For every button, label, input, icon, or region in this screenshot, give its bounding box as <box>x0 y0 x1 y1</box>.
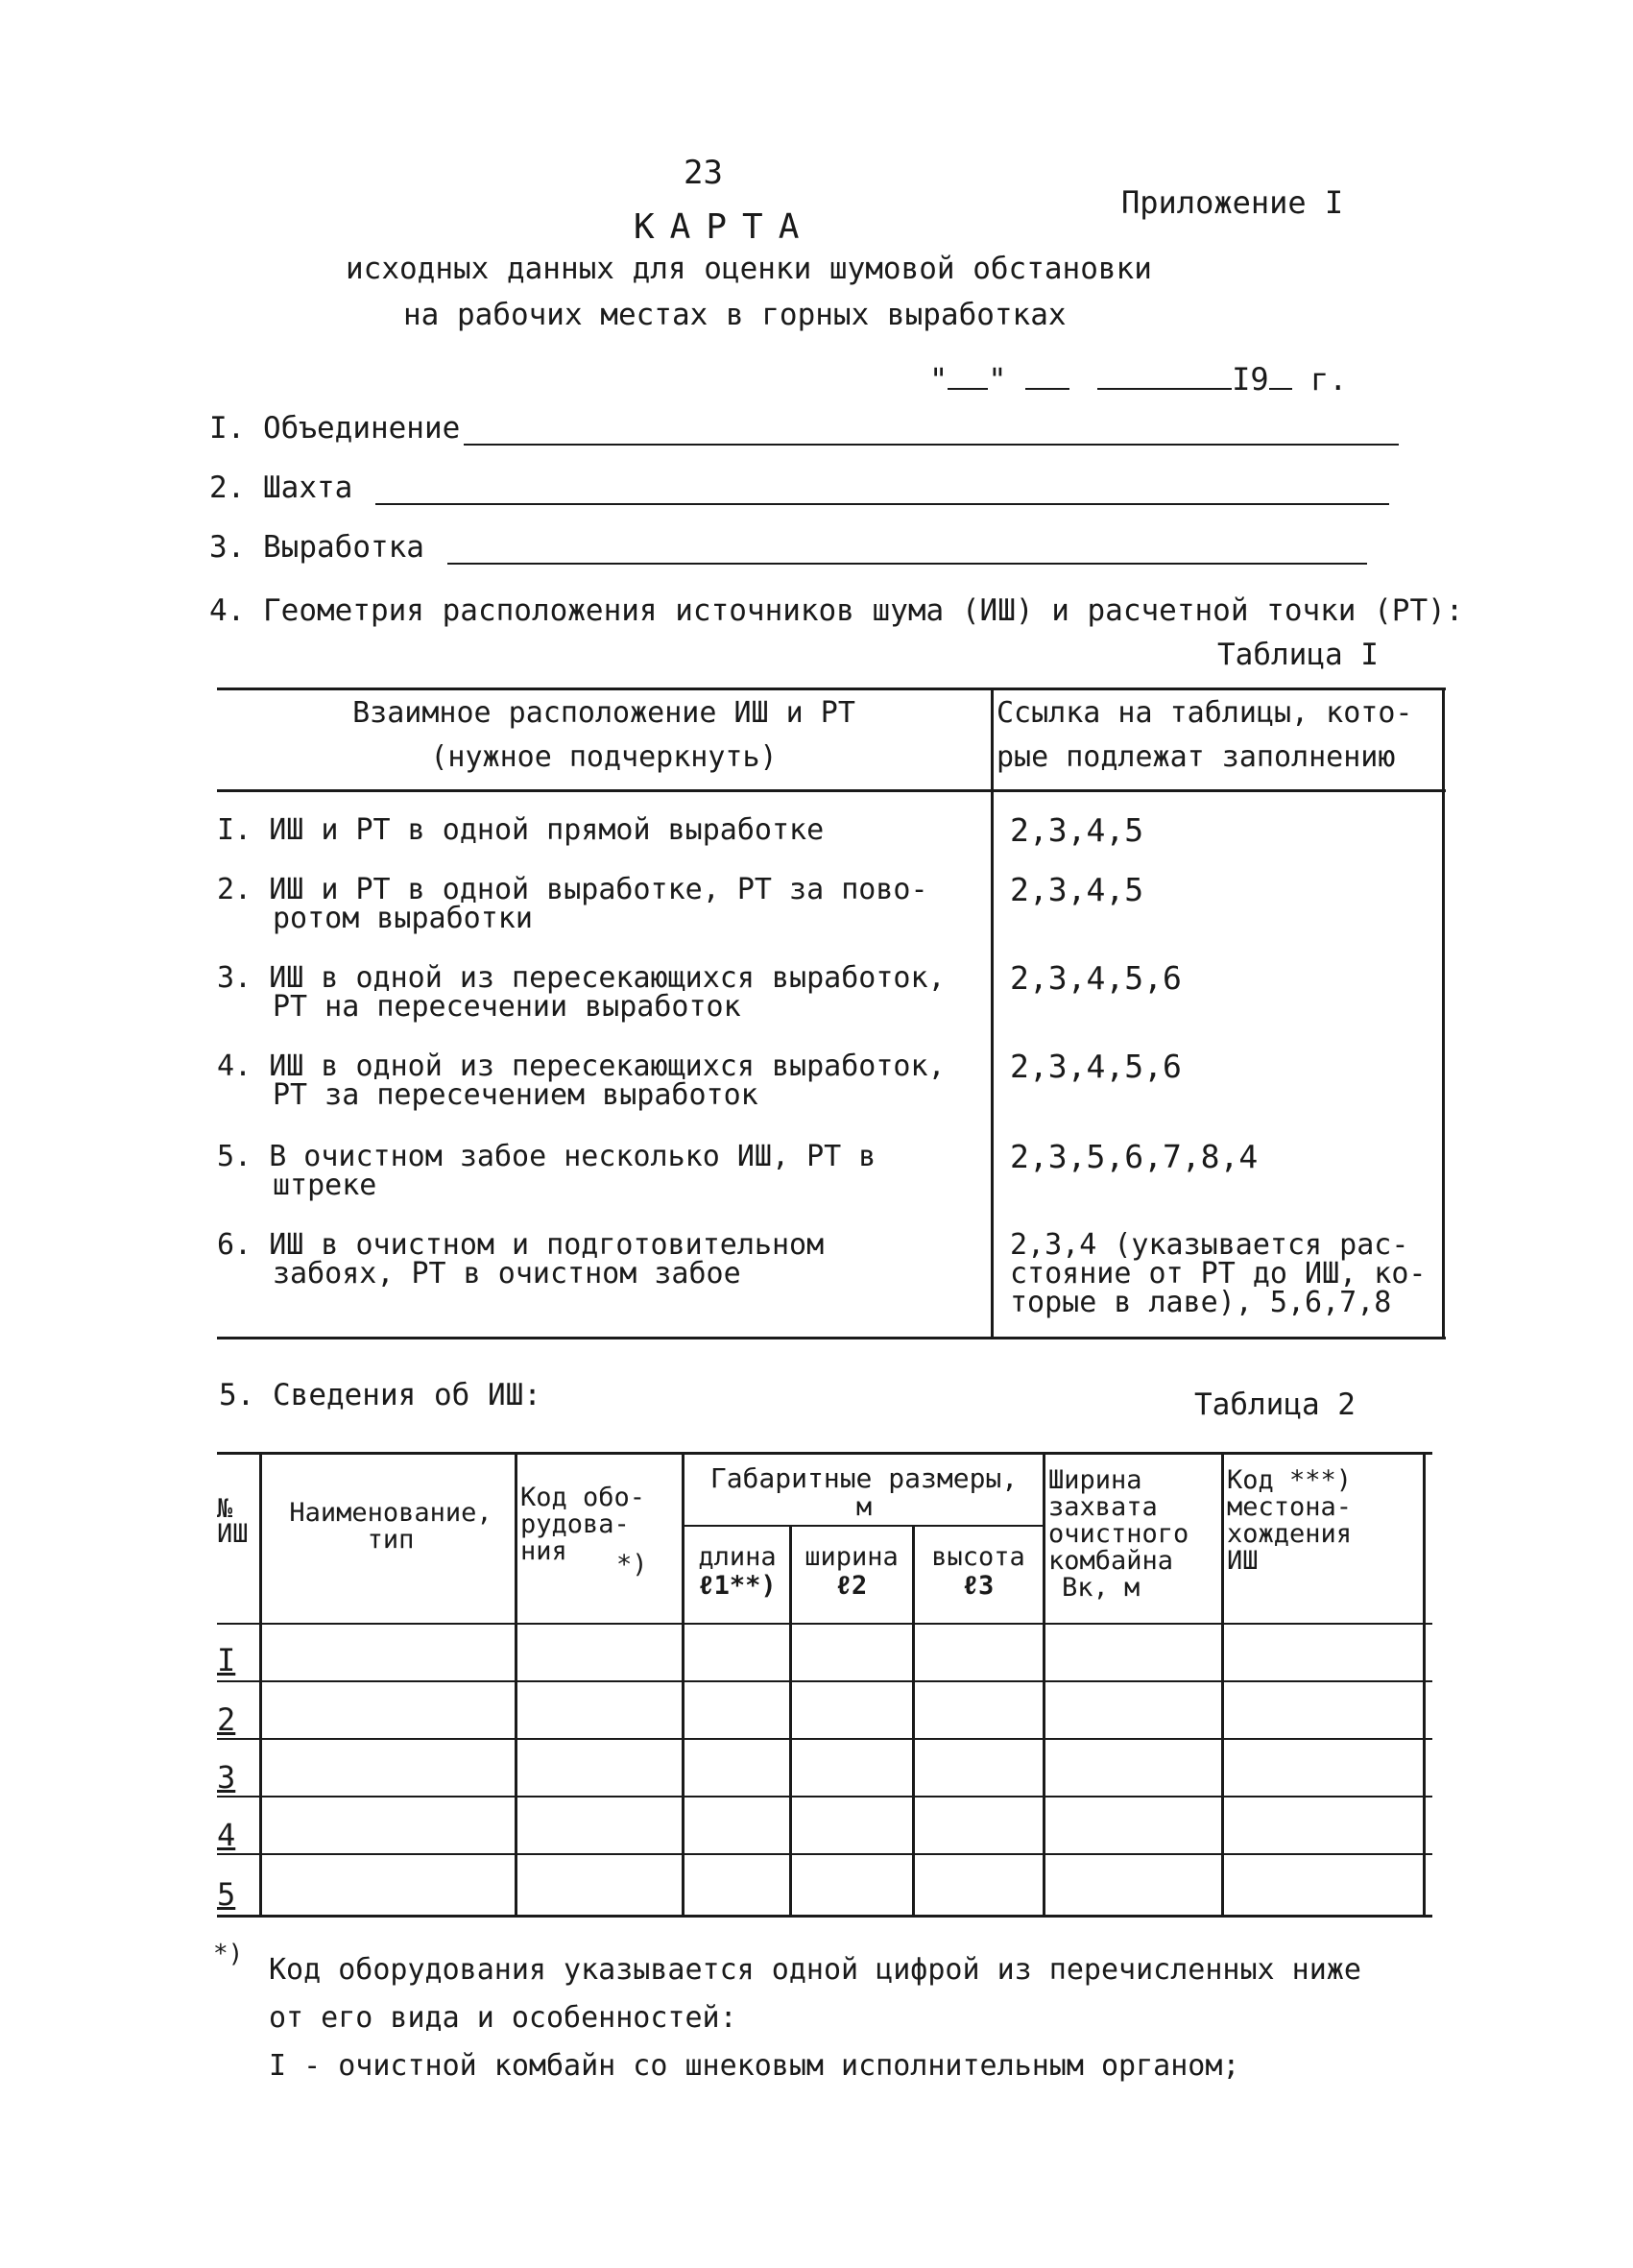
row-reference-cont: торые в лаве), 5,6,7,8 <box>1010 1286 1392 1319</box>
col-divider <box>259 1452 262 1918</box>
subtitle-line-2: на рабочих местах в горных выработках <box>403 298 1067 332</box>
col-divider <box>912 1527 915 1918</box>
row-reference-cont: стояние от РТ до ИШ, ко- <box>1010 1257 1427 1291</box>
table-row <box>217 873 928 906</box>
table-1-top-rule <box>217 688 1446 690</box>
field-number: 2. <box>209 470 246 505</box>
col-code-header-3: ния <box>520 1536 567 1566</box>
section-4-heading: 4. Геометрия расположения источников шума (ИШ) и расчетной точки (РТ): <box>209 593 1464 628</box>
footnote-mark: *) <box>213 1940 244 1968</box>
col-divider <box>1043 1452 1045 1918</box>
table-1-col2-header-line2: рые подлежат заполнению <box>997 740 1396 774</box>
row-number: 5 <box>217 1876 236 1913</box>
row-reference: 2,3,4,5,6 <box>1010 1048 1182 1085</box>
row-description: ИШ в одной из пересекающихся выработок, <box>269 961 946 995</box>
mine-input-line[interactable] <box>375 474 1389 505</box>
col-code-header-1: Код обо- <box>520 1483 646 1512</box>
row-description: ИШ и РТ в одной прямой выработке <box>269 813 825 847</box>
date-year-blank[interactable] <box>1269 363 1292 390</box>
table-1-col1-header-line1: Взаимное расположение ИШ и РТ <box>352 696 855 730</box>
footnote-line-3: I - очистной комбайн со шнековым исполнительным органом; <box>269 2049 1240 2083</box>
row-number: I. <box>217 813 252 847</box>
table-1-col2-header-line1: Ссылка на таблицы, кото- <box>997 696 1413 730</box>
col-loc-header-4: ИШ <box>1227 1546 1259 1576</box>
field-mine <box>209 470 1389 505</box>
table-2-top-rule <box>217 1452 1432 1455</box>
col-divider <box>789 1527 792 1918</box>
table-1-header-rule <box>217 789 1446 792</box>
sub-width-symbol: ℓ2 <box>835 1571 868 1601</box>
field-label: Объединение <box>263 411 461 446</box>
date-day-blank[interactable] <box>948 363 988 390</box>
col-width-header-2: захвата <box>1048 1492 1158 1522</box>
table-1-col1-header-line2: (нужное подчеркнуть) <box>430 740 778 774</box>
row-description-cont: штреке <box>273 1169 377 1202</box>
row-rule <box>217 1796 1432 1798</box>
date-month-blank-2[interactable] <box>1097 363 1232 390</box>
date-year: I9 <box>1232 361 1269 398</box>
col-dims-unit: м <box>855 1492 873 1522</box>
row-rule <box>217 1853 1432 1855</box>
date-suffix: г. <box>1309 361 1348 398</box>
col-width-header-1: Ширина <box>1048 1465 1142 1495</box>
table-2-header-rule <box>217 1623 1432 1625</box>
col-loc-header-3: хождения <box>1227 1519 1353 1549</box>
col-divider <box>1221 1452 1224 1918</box>
field-label: Шахта <box>263 470 353 505</box>
table-row <box>217 813 825 847</box>
table-row <box>217 1228 825 1262</box>
table-row <box>217 1140 877 1173</box>
row-description-cont: забоях, РТ в очистном забое <box>273 1257 741 1291</box>
col-name-header-1: Наименование, <box>289 1498 492 1528</box>
row-reference: 2,3,4,5 <box>1010 811 1144 849</box>
field-number: I. <box>209 411 246 446</box>
table-1-caption: Таблица I <box>1217 638 1379 672</box>
footnote-line-2: от его вида и особенностей: <box>269 2001 737 2035</box>
row-description-cont: РТ за пересечением выработок <box>273 1078 758 1112</box>
date-quote-open: " <box>929 361 949 398</box>
sub-width-header: ширина <box>804 1542 899 1572</box>
appendix-label: Приложение I <box>1121 184 1344 221</box>
table-1-bottom-rule <box>217 1337 1446 1339</box>
col-width-header-5: Вк, м <box>1062 1573 1141 1603</box>
sub-length-header: длина <box>698 1542 777 1572</box>
row-rule <box>217 1738 1432 1740</box>
working-input-line[interactable] <box>447 534 1367 565</box>
table-2-right-border <box>1423 1452 1426 1918</box>
row-description: В очистном забое несколько ИШ, РТ в <box>269 1140 877 1173</box>
row-reference: 2,3,4,5,6 <box>1010 959 1182 997</box>
table-1-right-border <box>1442 688 1445 1339</box>
col-code-header-2: рудова- <box>520 1509 630 1539</box>
col-divider <box>515 1452 517 1918</box>
row-description: ИШ в одной из пересекающихся выработок, <box>269 1050 946 1083</box>
col-width-header-4: комбайна <box>1048 1546 1174 1576</box>
row-number: 6. <box>217 1228 252 1262</box>
field-association <box>209 411 1399 446</box>
date-line <box>929 361 1347 398</box>
field-working <box>209 530 1367 565</box>
row-reference: 2,3,4 (указывается рас- <box>1010 1228 1409 1262</box>
page-number: 23 <box>684 154 723 192</box>
row-rule <box>217 1680 1432 1682</box>
table-2-bottom-rule <box>217 1915 1432 1918</box>
col-width-header-3: очистного <box>1048 1519 1189 1549</box>
row-description: ИШ в очистном и подготовительном <box>269 1228 825 1262</box>
row-number: 5. <box>217 1140 252 1173</box>
row-description: ИШ и РТ в одной выработке, РТ за пово- <box>269 873 928 906</box>
field-label: Выработка <box>263 530 424 565</box>
section-5-heading: 5. Сведения об ИШ: <box>219 1378 541 1412</box>
table-row <box>217 1052 946 1081</box>
col-name-header-2: тип <box>367 1525 415 1555</box>
row-number: 2 <box>217 1701 236 1738</box>
sub-length-symbol: ℓ1**) <box>698 1571 777 1601</box>
field-number: 3. <box>209 530 246 565</box>
col-code-footnote-mark: *) <box>616 1550 648 1580</box>
footnote-line-1: Код оборудования указывается одной цифрой из перечисленных ниже <box>269 1953 1361 1987</box>
table-row <box>217 961 946 995</box>
row-number: 4 <box>217 1817 236 1853</box>
col-num-header-1: № <box>217 1494 233 1524</box>
row-number: 2. <box>217 873 252 906</box>
col-loc-header-2: местона- <box>1227 1492 1353 1522</box>
dims-subheader-rule <box>684 1525 1045 1527</box>
col-loc-header-1: Код ***) <box>1227 1465 1353 1495</box>
row-number: 3. <box>217 961 252 995</box>
table-1-col-divider <box>991 688 994 1339</box>
date-month-blank-1[interactable] <box>1025 363 1069 390</box>
row-reference: 2,3,5,6,7,8,4 <box>1010 1138 1259 1175</box>
table-1 <box>217 688 1446 1340</box>
sub-height-symbol: ℓ3 <box>962 1571 995 1601</box>
table-2 <box>217 1452 1432 1918</box>
row-reference: 2,3,4,5 <box>1010 871 1144 908</box>
date-quote-close: " <box>988 361 1007 398</box>
document-title: КАРТА <box>634 207 815 247</box>
association-input-line[interactable] <box>464 415 1399 446</box>
row-description-cont: РТ на пересечении выработок <box>273 990 741 1024</box>
row-number: I <box>217 1642 236 1678</box>
subtitle-line-1: исходных данных для оценки шумовой обстановки <box>346 252 1152 286</box>
table-2-caption: Таблица 2 <box>1194 1387 1356 1422</box>
row-number: 4. <box>217 1050 252 1083</box>
row-number: 3 <box>217 1759 236 1796</box>
col-dims-header: Габаритные размеры, <box>709 1462 1019 1494</box>
row-description-cont: ротом выработки <box>273 902 533 935</box>
col-num-header-2: ИШ <box>217 1519 249 1549</box>
sub-height-header: высота <box>931 1542 1025 1572</box>
col-divider <box>682 1452 684 1918</box>
